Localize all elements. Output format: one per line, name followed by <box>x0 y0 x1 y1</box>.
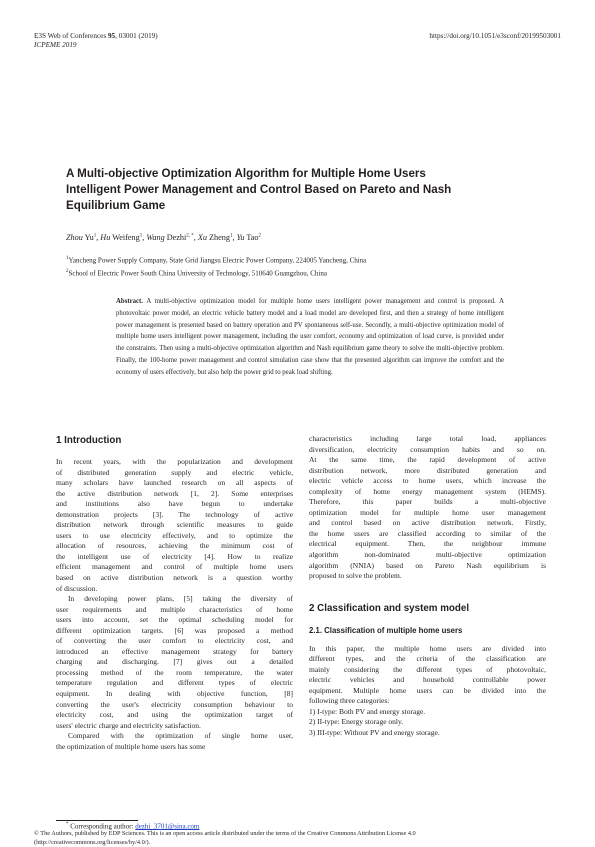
license-url[interactable]: (http://creativecommons.org/licenses/by/4.0/). <box>34 838 151 846</box>
title-line: A Multi-objective Optimization Algorithm for Multiple Home Users <box>66 167 426 180</box>
author-family-name: Tao <box>244 233 259 242</box>
text-line: Therefore, this paper builds a multi-objective <box>309 497 546 507</box>
text-line: algorithm non-dominated multi-objective optimization <box>309 550 546 560</box>
text-line: complexity of home energy management system (HEMS). <box>309 486 546 496</box>
text-line: charging and discharging. [7] gives out a detailed <box>56 657 293 667</box>
abstract-label: Abstract. <box>116 298 143 305</box>
text-line: of discussion. <box>56 583 98 593</box>
text-line: diversification, electricity consumption habits and so on. <box>309 444 546 454</box>
author-family-name: Zheng <box>207 233 230 242</box>
text-line: In recent years, with the popularization and development <box>56 457 293 466</box>
classification-paragraph <box>309 644 546 707</box>
text-line: electric vehicle access to home users, which increase the <box>309 476 546 486</box>
list-item: 3) III-type: Without PV and energy storage. <box>309 728 440 738</box>
text-line: equipment. Multiple home users can be divided into the <box>309 685 546 695</box>
text-line: user requirements and multiple characteristics of home <box>56 604 293 614</box>
text-line: and institutions also have begun to undertake <box>56 499 293 509</box>
intro-paragraph-3 <box>56 731 293 752</box>
text-line: the home users are classified according to similar of the <box>309 528 546 538</box>
author-given-name: Xu <box>197 233 207 242</box>
text-line: distribution network through scientific measures to guide <box>56 520 293 530</box>
text-line: proposed to solve the problem. <box>309 571 402 581</box>
doi-link[interactable]: https://doi.org/10.1051/e3sconf/20199503001 <box>429 32 561 40</box>
abstract-text: A multi-objective optimization model for multiple home users intelligent power management and control is proposed. A photovoltaic power model, an electric vehicle battery model and a load model are developed first, and then a strategy of home intelligent power management is presented based on battery operation and PV spontaneous self-use. Secondly, a multi-objective optimization model of multiple home users intelligent power management, including the user comfort, economy and optimization of load curve, is provided under the constraints. Then using a multi-objective optimization algorithm and Nash equilibrium game theory to solve the multi-objective problem. Finally, the 100-home power management and control simulation case show that the presented algorithm can improve the comfort and the economy of users effectively, but also help the power grid to peak load shifting. <box>116 298 504 376</box>
text-line: mainly considering the different types of photovoltaic, <box>309 664 546 674</box>
user-type-list <box>309 707 546 739</box>
text-line: different types, and the criteria of the classification are <box>309 654 546 664</box>
author-given-name: Yu <box>236 233 245 242</box>
text-line: the optimization of multiple home users has some <box>56 741 206 751</box>
license-notice <box>34 830 562 847</box>
text-line: following three categories: <box>309 696 390 706</box>
text-line: users into account, set the optimal scheduling model for <box>56 615 293 625</box>
text-line: demonstration projects [3]. The technology of active <box>56 509 293 519</box>
corresponding-author-footnote: * Corresponding author: dezhi_3701@sina.com <box>66 822 200 831</box>
intro-paragraph-1 <box>56 457 293 594</box>
text-line: users' electric charge and electricity satisfaction. <box>56 720 201 730</box>
intro-paragraph-continued <box>309 434 546 582</box>
text-line: converting the user's electricity consumption behaviour to <box>56 699 293 709</box>
title-line: Intelligent Power Management and Control Based on Pareto and Nash <box>66 182 452 196</box>
footnote-rule <box>56 820 138 821</box>
text-line: users to use electricity effectively, and to optimize the <box>56 530 293 540</box>
text-line: optimization model for multiple home user management <box>309 507 546 517</box>
conference-name: ICPEME 2019 <box>34 41 77 50</box>
section-heading-classification: 2 Classification and system model <box>309 602 470 614</box>
abstract <box>116 296 504 379</box>
text-line: of converting the user comfort to electricity cost, and <box>56 636 293 646</box>
right-column <box>309 434 546 739</box>
left-column <box>56 434 293 752</box>
title-line: Equilibrium Game <box>66 198 166 212</box>
journal-citation: E3S Web of Conferences 95, 03001 (2019) <box>34 32 158 40</box>
author-affil-marker: 1 <box>93 233 97 239</box>
subsection-heading: 2.1. Classification of multiple home users <box>309 625 463 635</box>
spacer <box>309 636 546 644</box>
text-line: allocation of resources, achieving the minimum cost of <box>56 541 293 551</box>
text-line: introduced an effective management strategy for battery <box>56 646 293 656</box>
author-affil-marker: 2 <box>258 233 262 239</box>
text-line: In this paper, the multiple home users are divided into <box>309 643 546 653</box>
affiliation: $^1$Yancheng Power Supply Company, State Grid Jiangsu Electric Power Company, 224005 Yancheng, China <box>66 256 367 265</box>
author-list: Zhou Yu$^1$, Hu Weifeng$^1$, Wang Dezhi$^{2, *}$, Xu Zheng$^1$, Yu Tao$^2$ <box>66 233 262 242</box>
section-heading-introduction: 1 Introduction <box>56 435 122 446</box>
text-line: many scholars have launched research on all aspects of <box>56 478 293 488</box>
text-line: based on active distribution network is a question worthy <box>56 573 293 583</box>
text-line: characteristics including large total load, appliances <box>309 434 546 443</box>
author-affil-marker: 2, * <box>186 233 194 239</box>
list-item: 1) I-type: Both PV and energy storage. <box>309 706 426 716</box>
spacer <box>56 447 293 457</box>
journal-volume: 95 <box>107 32 116 40</box>
text-line: efficient management and control of multiple home users <box>56 562 293 572</box>
author-email-link[interactable]: dezhi_3701@sina.com <box>135 822 200 831</box>
author-family-name: Weifeng <box>110 233 140 242</box>
paper-title <box>66 166 536 213</box>
text-line: the intelligent use of electricity [4]. How to realize <box>56 551 293 561</box>
text-line: of distributed generation supply and electric vehicle, <box>56 467 293 477</box>
license-line: © The Authors, published by EDP Sciences. This is an open access article distributed under the terms of the Creative Commons Attribution License 4.0 <box>34 830 416 837</box>
text-line: electricity cost, and using the optimization target of <box>56 710 293 720</box>
affiliations <box>66 253 366 280</box>
text-line: electrical equipment. Then, the neighbour immune <box>309 539 546 549</box>
author-family-name: Dezhi <box>164 233 187 242</box>
text-line: Compared with the optimization of single home user, <box>68 731 293 741</box>
text-line: and control based on active distribution network. Firstly, <box>309 518 546 528</box>
author-affil-marker: 1 <box>139 233 143 239</box>
text-line: electric vehicles and household controllable power <box>309 675 546 685</box>
text-line: algorithm (NNIA) based on Pareto Nash equilibrium is <box>309 560 546 570</box>
text-line: different optimization targets. [6] was proposed a method <box>56 625 293 635</box>
author-given-name: Zhou <box>66 233 83 242</box>
spacer <box>309 615 546 625</box>
author-family-name: Yu <box>82 233 94 242</box>
intro-paragraph-2 <box>56 594 293 731</box>
text-line: equipment. In dealing with objective function, [8] <box>56 689 293 699</box>
author-affil-marker: 1 <box>229 233 233 239</box>
list-item: 2) II-type: Energy storage only. <box>309 717 404 727</box>
text-line: In developing power plans, [5] taking the diversity of <box>68 594 293 604</box>
text-line: At the same time, the rapid development of active <box>309 455 546 465</box>
text-line: processing method of the room temperature, the water <box>56 667 293 677</box>
running-header-left <box>34 32 158 50</box>
spacer <box>309 582 546 602</box>
text-line: distribution network, more distributed generation and <box>309 465 546 475</box>
author-given-name: Hu <box>100 233 111 242</box>
affiliation: $^2$School of Electric Power South China University of Technology, 510640 Guangzhou, China <box>66 269 327 278</box>
author-given-name: Wang <box>146 233 165 242</box>
text-line: temperature regulation and different types of electric <box>56 678 293 688</box>
text-line: the active distribution network [1, 2]. Some enterprises <box>56 488 293 498</box>
